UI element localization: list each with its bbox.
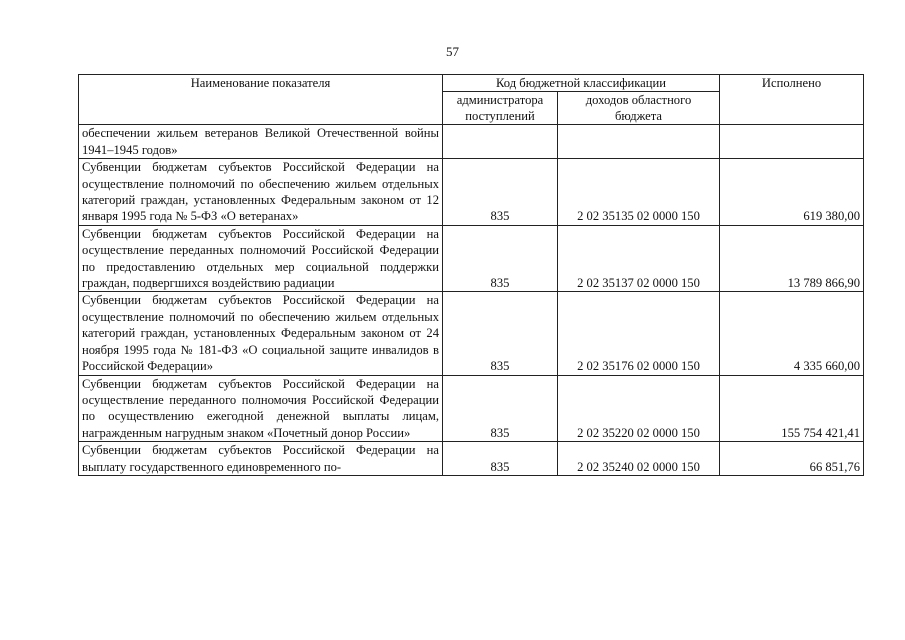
indicator-name-cell: Субвенции бюджетам субъектов Российской Федерации на осуществление переданного полномочия Российской Федерации по осуществлению ежегодной денежной выплаты лицам, награжденным нагрудным знаком «Почетный донор России» [79, 375, 443, 442]
income-code-cell [558, 125, 720, 159]
executed-amount-cell: 4 335 660,00 [720, 292, 864, 375]
executed-amount-cell: 13 789 866,90 [720, 225, 864, 292]
header-code-group: Код бюджетной классификации [443, 75, 720, 92]
page-number: 57 [446, 44, 459, 59]
header-income-code: доходов областного бюджета [558, 92, 720, 125]
table-row [79, 225, 864, 292]
admin-code-cell: 835 [443, 159, 558, 226]
income-code-cell: 2 02 35176 02 0000 150 [558, 292, 720, 375]
table-header [79, 75, 864, 125]
admin-code-cell: 835 [443, 375, 558, 442]
table-row [79, 292, 864, 375]
indicator-name-cell: Субвенции бюджетам субъектов Российской Федерации на осуществление полномочий по обеспечению жильем отдельных категорий граждан, установленных Федеральным законом от 12 января 1995 года № 5-ФЗ «О ветеранах» [79, 159, 443, 226]
table-row [79, 375, 864, 442]
header-indicator-name: Наименование показателя [79, 75, 443, 125]
admin-code-cell [443, 125, 558, 159]
executed-amount-cell: 619 380,00 [720, 159, 864, 226]
table-row [79, 125, 864, 159]
header-executed: Исполнено [720, 75, 864, 125]
admin-code-cell: 835 [443, 442, 558, 476]
income-code-cell: 2 02 35240 02 0000 150 [558, 442, 720, 476]
admin-code-cell: 835 [443, 225, 558, 292]
indicator-name-cell: Субвенции бюджетам субъектов Российской Федерации на выплату государственного единовременного по- [79, 442, 443, 476]
executed-amount-cell: 155 754 421,41 [720, 375, 864, 442]
income-code-cell: 2 02 35220 02 0000 150 [558, 375, 720, 442]
table-row [79, 159, 864, 226]
income-code-cell: 2 02 35137 02 0000 150 [558, 225, 720, 292]
admin-code-cell: 835 [443, 292, 558, 375]
table-body [79, 125, 864, 476]
indicator-name-cell: обеспечении жильем ветеранов Великой Отечественной войны 1941–1945 годов» [79, 125, 443, 159]
executed-amount-cell [720, 125, 864, 159]
executed-amount-cell: 66 851,76 [720, 442, 864, 476]
header-admin-code: администратора поступлений [443, 92, 558, 125]
indicator-name-cell: Субвенции бюджетам субъектов Российской Федерации на осуществление переданных полномочий Российской Федерации по предоставлению отдельных мер социальной поддержки граждан, подвергшихся воздействию радиации [79, 225, 443, 292]
budget-table [78, 74, 864, 476]
table-row [79, 442, 864, 476]
indicator-name-cell: Субвенции бюджетам субъектов Российской Федерации на осуществление полномочий по обеспечению жильем отдельных категорий граждан, установленных Федеральным законом от 24 ноября 1995 года № 181-ФЗ «О социальной защите инвалидов в Российской Федерации» [79, 292, 443, 375]
income-code-cell: 2 02 35135 02 0000 150 [558, 159, 720, 226]
